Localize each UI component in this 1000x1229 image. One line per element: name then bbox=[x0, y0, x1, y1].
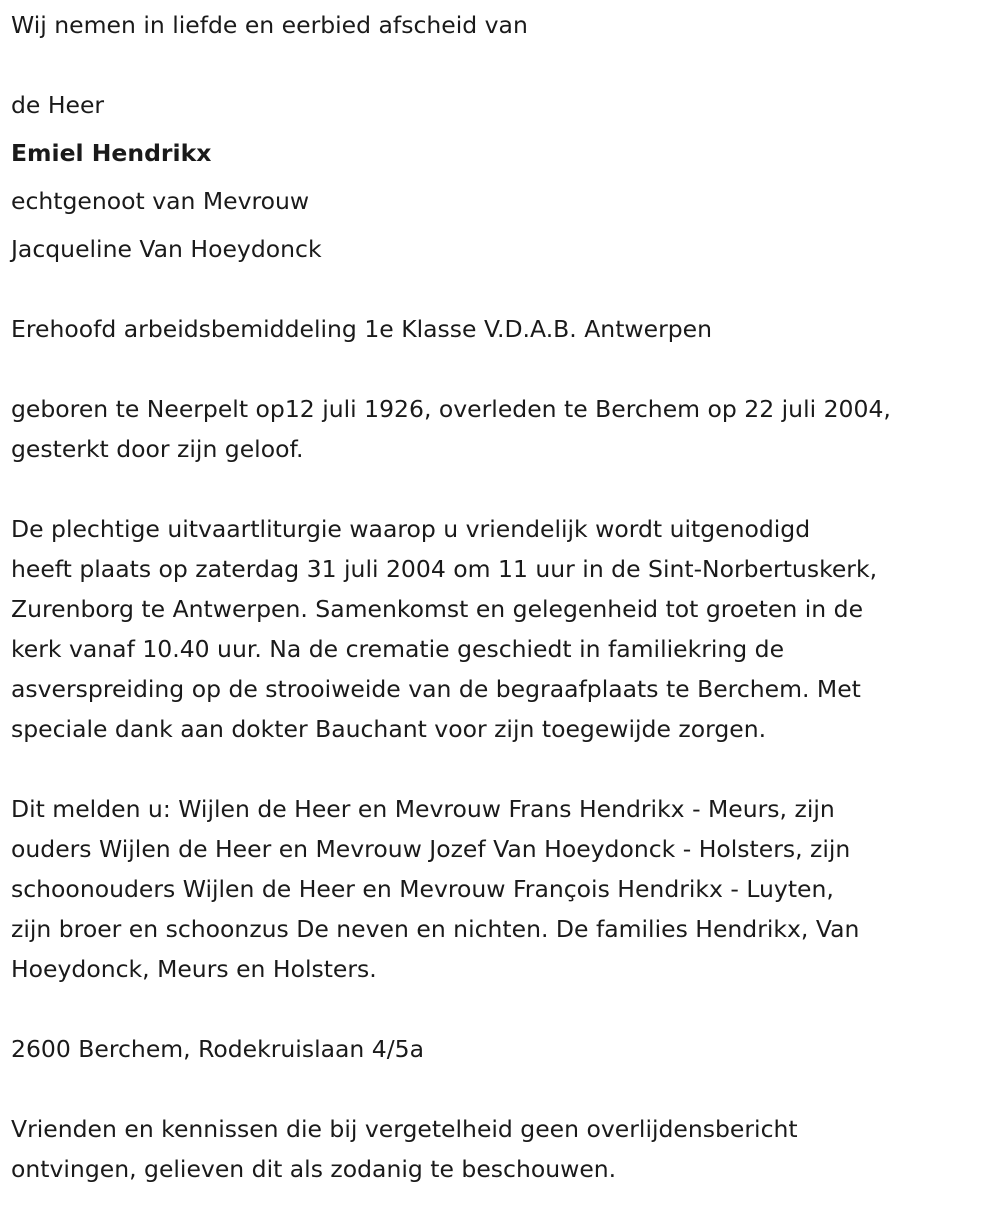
address-block bbox=[11, 1029, 891, 1069]
paragraph-line: Dit melden u: Wijlen de Heer en Mevrouw Frans Hendrikx - Meurs, zijn bbox=[11, 795, 835, 823]
title-text: de Heer bbox=[11, 91, 105, 119]
spouse-label: echtgenoot van Mevrouw bbox=[11, 187, 310, 215]
paragraph-line: geboren te Neerpelt op12 juli 1926, overleden te Berchem op 22 juli 2004, bbox=[11, 395, 891, 423]
honor-text: Erehoofd arbeidsbemiddeling 1e Klasse V.D.A.B. Antwerpen bbox=[11, 315, 713, 343]
honor-block bbox=[11, 309, 891, 349]
paragraph-line: gesterkt door zijn geloof. bbox=[11, 435, 304, 463]
intro-text: Wij nemen in liefde en eerbied afscheid van bbox=[11, 11, 528, 39]
paragraph-line: ontvingen, gelieven dit als zodanig te beschouwen. bbox=[11, 1155, 617, 1183]
paragraph-line: kerk vanaf 10.40 uur. Na de crematie geschiedt in familiekring de bbox=[11, 635, 785, 663]
address-text: 2600 Berchem, Rodekruislaan 4/5a bbox=[11, 1035, 424, 1063]
deceased-name: Emiel Hendrikx bbox=[11, 139, 212, 167]
spouse-name: Jacqueline Van Hoeydonck bbox=[11, 235, 322, 263]
paragraph-line: schoonouders Wijlen de Heer en Mevrouw François Hendrikx - Luyten, bbox=[11, 875, 834, 903]
birth-death-block bbox=[11, 389, 891, 469]
paragraph-line: asverspreiding op de strooiweide van de begraafplaats te Berchem. Met bbox=[11, 675, 861, 703]
ceremony-block bbox=[11, 509, 891, 749]
paragraph-line: Zurenborg te Antwerpen. Samenkomst en gelegenheid tot groeten in de bbox=[11, 595, 864, 623]
paragraph-line: heeft plaats op zaterdag 31 juli 2004 om 11 uur in de Sint-Norbertuskerk, bbox=[11, 555, 878, 583]
paragraph-line: ouders Wijlen de Heer en Mevrouw Jozef Van Hoeydonck - Holsters, zijn bbox=[11, 835, 851, 863]
closing-block bbox=[11, 1109, 891, 1189]
paragraph-line: De plechtige uitvaartliturgie waarop u vriendelijk wordt uitgenodigd bbox=[11, 515, 811, 543]
paragraph-line: speciale dank aan dokter Bauchant voor zijn toegewijde zorgen. bbox=[11, 715, 767, 743]
paragraph-line: Hoeydonck, Meurs en Holsters. bbox=[11, 955, 377, 983]
obituary-document bbox=[11, 5, 891, 1229]
paragraph-line: zijn broer en schoonzus De neven en nichten. De families Hendrikx, Van bbox=[11, 915, 860, 943]
deceased-block bbox=[11, 81, 891, 273]
intro-block bbox=[11, 5, 891, 45]
paragraph-line: Vrienden en kennissen die bij vergetelheid geen overlijdensbericht bbox=[11, 1115, 798, 1143]
family-block bbox=[11, 789, 891, 989]
